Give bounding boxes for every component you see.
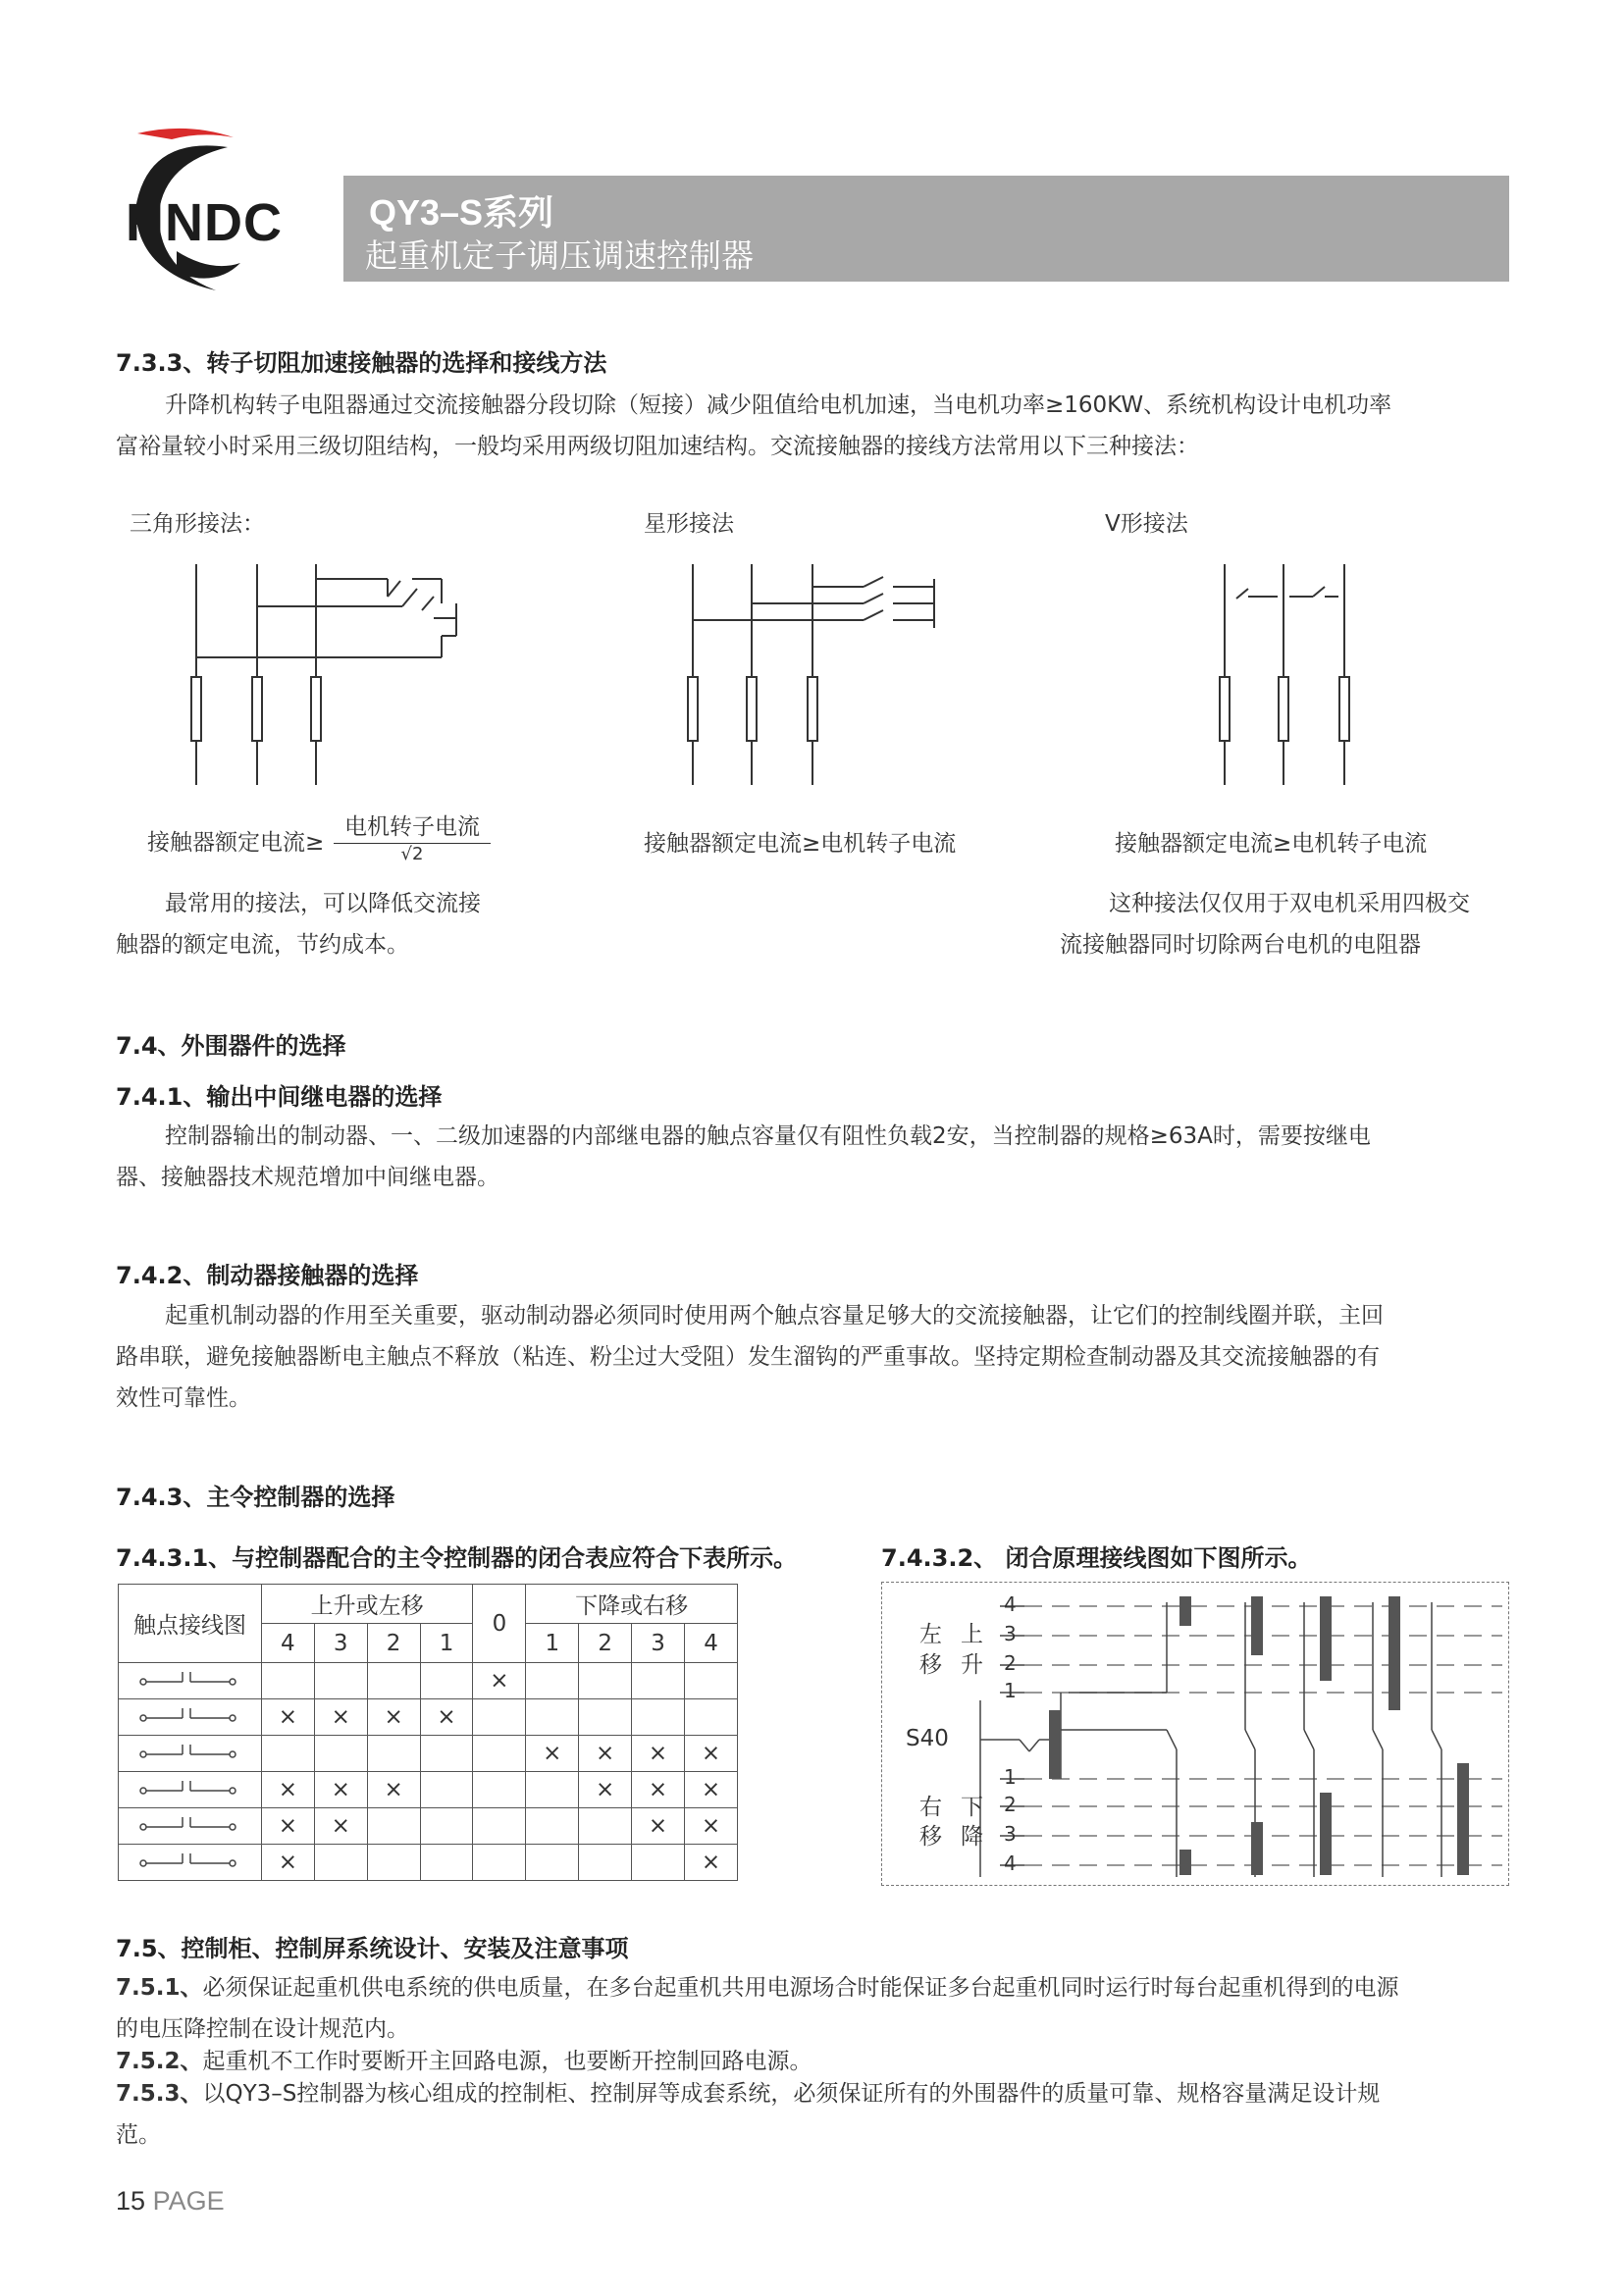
- table-cell: [526, 1663, 579, 1699]
- table-row: [119, 1845, 738, 1881]
- table-cell: ×: [685, 1808, 738, 1845]
- contact-symbol-icon: [135, 1704, 243, 1724]
- contact-symbol-cell: [119, 1808, 262, 1845]
- table-cell: ×: [685, 1772, 738, 1808]
- item-752-num: 7.5.2、: [116, 2049, 203, 2074]
- item-751: [116, 1967, 1399, 2009]
- table-cell: ×: [685, 1845, 738, 1881]
- table-cell: [314, 1736, 367, 1772]
- section-742-line1: 起重机制动器的作用至关重要，驱动制动器必须同时使用两个触点容量足够大的交流接触器，让它们的控制线圈并联，主回: [165, 1303, 1384, 1329]
- title-banner: [343, 176, 1509, 282]
- section-75-title: 7.5、控制柜、控制屏系统设计、安装及注意事项: [116, 1935, 629, 1962]
- table-cell: [314, 1663, 367, 1699]
- diagram-up-num: 3: [1004, 1622, 1017, 1645]
- table-cell: ×: [367, 1699, 420, 1736]
- closure-diagram: [881, 1582, 1509, 1886]
- table-cell: [526, 1772, 579, 1808]
- table-cell: ×: [420, 1699, 473, 1736]
- table-cell: [314, 1845, 367, 1881]
- table-cell: [632, 1699, 685, 1736]
- contact-symbol-icon: [135, 1813, 243, 1833]
- contact-symbol-cell: [119, 1699, 262, 1736]
- section-7431-title: 7.4.3.1、与控制器配合的主令控制器的闭合表应符合下表所示。: [116, 1544, 798, 1572]
- table-cell: [579, 1845, 632, 1881]
- diagram-up-num: 2: [1004, 1651, 1017, 1675]
- v-title: V形接法: [1105, 511, 1188, 537]
- diagram-down-num: 4: [1004, 1852, 1017, 1875]
- section-733-para-line2: 富裕量较小时采用三级切阻结构，一般均采用两级切阻加速结构。交流接触器的接线方法常用以下三种接法：: [116, 434, 1199, 459]
- table-cell: ×: [314, 1772, 367, 1808]
- section-733-para-line1: 升降机构转子电阻器通过交流接触器分段切除（短接）减少阻值给电机加速，当电机功率≥160KW、系统机构设计电机功率: [165, 392, 1392, 418]
- table-cell: [579, 1808, 632, 1845]
- table-cell: ×: [632, 1772, 685, 1808]
- diagram-right-label-b: 移: [919, 1824, 942, 1850]
- table-cell: [632, 1845, 685, 1881]
- table-cell: ×: [579, 1736, 632, 1772]
- table-row: [119, 1663, 738, 1699]
- table-cell: ×: [632, 1808, 685, 1845]
- item-753-num: 7.5.3、: [116, 2081, 203, 2107]
- table-cell: ×: [685, 1736, 738, 1772]
- table-cell: ×: [526, 1736, 579, 1772]
- contact-symbol-icon: [135, 1850, 243, 1869]
- table-cell: [367, 1736, 420, 1772]
- table-cell: [526, 1699, 579, 1736]
- table-cell: ×: [314, 1699, 367, 1736]
- page-word: PAGE: [152, 2186, 225, 2216]
- section-743-title: 7.4.3、主令控制器的选择: [116, 1484, 395, 1511]
- fraction-denominator: √2: [400, 844, 424, 864]
- table-col-header: 4: [685, 1624, 738, 1663]
- diagram-down-label-b: 降: [961, 1824, 983, 1850]
- table-row: [119, 1699, 738, 1736]
- table-zero-header: 0: [473, 1585, 526, 1663]
- item-751-num: 7.5.1、: [116, 1975, 203, 2001]
- delta-formula-prefix: 接触器额定电流≥: [147, 830, 325, 856]
- table-cell: ×: [261, 1772, 314, 1808]
- table-cell: [367, 1845, 420, 1881]
- table-cell: [420, 1663, 473, 1699]
- diagram-up-num: 1: [1004, 1679, 1017, 1702]
- contact-symbol-cell: [119, 1772, 262, 1808]
- item-751-line2: 的电压降控制在设计规范内。: [116, 2016, 409, 2042]
- table-cell: ×: [314, 1808, 367, 1845]
- star-wiring-diagram: [677, 559, 952, 790]
- table-cell: [420, 1736, 473, 1772]
- section-742-line3: 效性可靠性。: [116, 1385, 251, 1411]
- table-row: [119, 1808, 738, 1845]
- table-row: [119, 1772, 738, 1808]
- diagram-right-label-a: 右: [919, 1795, 942, 1820]
- delta-note-line2: 触器的额定电流，节约成本。: [116, 932, 409, 958]
- diagram-up-label-b: 升: [961, 1652, 983, 1678]
- table-corner-header: 触点接线图: [119, 1585, 262, 1663]
- table-cell: ×: [261, 1699, 314, 1736]
- item-751-line1: 必须保证起重机供电系统的供电质量，在多台起重机共用电源场合时能保证多台起重机同时运行时每台起重机得到的电源: [202, 1975, 1399, 2001]
- diagram-left-label-b: 移: [919, 1652, 942, 1678]
- company-logo: [118, 126, 304, 297]
- table-cell: [261, 1663, 314, 1699]
- table-col-header: 3: [314, 1624, 367, 1663]
- table-cell: [473, 1845, 526, 1881]
- v-note-line2: 流接触器同时切除两台电机的电阻器: [1060, 932, 1421, 958]
- diagram-up-label-a: 上: [961, 1622, 983, 1647]
- table-cell: ×: [261, 1845, 314, 1881]
- section-741-line1: 控制器输出的制动器、一、二级加速器的内部继电器的触点容量仅有阻性负载2安，当控制器的规格≥63A时，需要按继电: [165, 1123, 1371, 1149]
- delta-wiring-diagram: [177, 559, 461, 790]
- diagram-down-num: 2: [1004, 1793, 1017, 1816]
- diagram-down-num: 1: [1004, 1765, 1017, 1789]
- table-col-header: 2: [367, 1624, 420, 1663]
- table-col-header: 1: [526, 1624, 579, 1663]
- logo-text: HNDC: [126, 193, 283, 252]
- table-cell: [526, 1808, 579, 1845]
- table-cell: ×: [579, 1772, 632, 1808]
- series-title: QY3–S系列: [369, 192, 554, 233]
- delta-note-line1: 最常用的接法，可以降低交流接: [165, 891, 481, 916]
- table-cell: [526, 1845, 579, 1881]
- table-row: [119, 1736, 738, 1772]
- contact-symbol-cell: [119, 1736, 262, 1772]
- table-col-header: 4: [261, 1624, 314, 1663]
- table-cell: [632, 1663, 685, 1699]
- table-col-header: 3: [632, 1624, 685, 1663]
- table-cell: [367, 1663, 420, 1699]
- page-number: 15: [116, 2186, 146, 2216]
- diagram-down-num: 3: [1004, 1822, 1017, 1846]
- item-753: [116, 2073, 1380, 2115]
- product-title: 起重机定子调压调速控制器: [365, 236, 754, 275]
- table-cell: [473, 1699, 526, 1736]
- section-74-title: 7.4、外围器件的选择: [116, 1032, 346, 1060]
- section-742-title: 7.4.2、制动器接触器的选择: [116, 1262, 419, 1289]
- section-7432-title: 7.4.3.2、 闭合原理接线图如下图所示。: [881, 1544, 1312, 1572]
- section-741-title: 7.4.1、输出中间继电器的选择: [116, 1083, 443, 1111]
- v-formula: 接触器额定电流≥电机转子电流: [1115, 831, 1428, 857]
- page-footer: [116, 2186, 225, 2217]
- contact-symbol-icon: [135, 1741, 243, 1760]
- table-cell: [579, 1663, 632, 1699]
- contact-symbol-cell: [119, 1845, 262, 1881]
- table-cell: [473, 1808, 526, 1845]
- table-down-group-header: 下降或右移: [526, 1585, 738, 1624]
- table-cell: [420, 1808, 473, 1845]
- diagram-switch-label: S40: [906, 1726, 949, 1751]
- table-cell: ×: [632, 1736, 685, 1772]
- table-cell: [261, 1736, 314, 1772]
- table-cell: [420, 1772, 473, 1808]
- contact-symbol-icon: [135, 1668, 243, 1688]
- item-753-line2: 范。: [116, 2122, 161, 2148]
- star-title: 星形接法: [644, 511, 734, 537]
- fraction-numerator: 电机转子电流: [334, 808, 491, 844]
- diagram-left-label-a: 左: [919, 1622, 942, 1647]
- table-cell: ×: [367, 1772, 420, 1808]
- item-752-line1: 起重机不工作时要断开主回路电源，也要断开控制回路电源。: [202, 2049, 812, 2074]
- v-wiring-diagram: [1207, 559, 1374, 790]
- contact-symbol-cell: [119, 1663, 262, 1699]
- table-cell: [473, 1736, 526, 1772]
- diagram-down-label-a: 下: [961, 1795, 983, 1820]
- table-up-group-header: 上升或左移: [261, 1585, 473, 1624]
- table-col-header: 1: [420, 1624, 473, 1663]
- diagram-up-num: 4: [1004, 1592, 1017, 1616]
- table-cell: [579, 1699, 632, 1736]
- table-cell: ×: [473, 1663, 526, 1699]
- section-733-title: 7.3.3、转子切阻加速接触器的选择和接线方法: [116, 349, 607, 377]
- table-cell: [420, 1845, 473, 1881]
- item-753-line1: 以QY3–S控制器为核心组成的控制柜、控制屏等成套系统，必须保证所有的外围器件的质量可靠、规格容量满足设计规: [202, 2081, 1381, 2107]
- closure-table: [118, 1584, 738, 1881]
- table-cell: [367, 1808, 420, 1845]
- section-741-line2: 器、接触器技术规范增加中间继电器。: [116, 1165, 499, 1190]
- section-742-line2: 路串联，避免接触器断电主触点不释放（粘连、粉尘过大受阻）发生溜钩的严重事故。坚持定期检查制动器及其交流接触器的有: [116, 1344, 1380, 1370]
- star-formula: 接触器额定电流≥电机转子电流: [644, 831, 957, 857]
- delta-formula-fraction: [334, 808, 491, 864]
- table-col-header: 2: [579, 1624, 632, 1663]
- table-cell: [685, 1663, 738, 1699]
- contact-symbol-icon: [135, 1777, 243, 1797]
- table-cell: [473, 1772, 526, 1808]
- table-cell: ×: [261, 1808, 314, 1845]
- delta-title: 三角形接法：: [130, 511, 265, 537]
- table-cell: [685, 1699, 738, 1736]
- v-note-line1: 这种接法仅仅用于双电机采用四极交: [1109, 891, 1470, 916]
